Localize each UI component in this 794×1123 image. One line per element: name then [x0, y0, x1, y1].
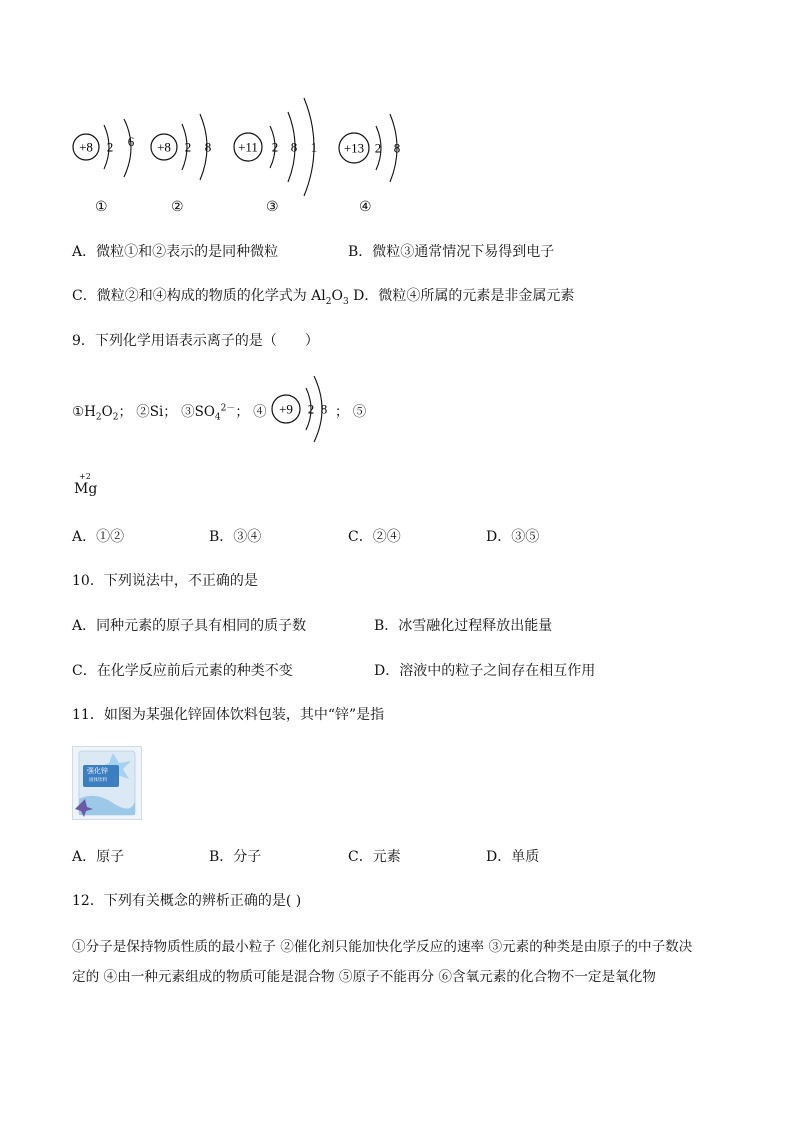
q8-option-a: A．微粒①和②表示的是同种微粒 — [72, 244, 279, 260]
shell-electrons-2: 8 — [204, 139, 212, 155]
item-text: ； ④ — [235, 404, 267, 420]
mg-charge: +2 — [79, 472, 91, 481]
q10-option-a: A．同种元素的原子具有相同的质子数 — [72, 618, 307, 634]
q10-option-b: B．冰雪融化过程释放出能量 — [374, 618, 553, 634]
shell-electrons-2: 8 — [320, 401, 328, 417]
subscript: 4 — [214, 412, 221, 423]
q11-option-a: A．原子 — [72, 849, 125, 865]
q8-option-c-o: O — [331, 288, 343, 304]
zinc-drink-package-image — [72, 746, 142, 820]
nucleus-charge: +8 — [79, 139, 93, 155]
item-text: ； ②Si； ③SO — [118, 404, 215, 420]
superscript: 2－ — [220, 403, 236, 414]
shell-electrons-2: 6 — [127, 134, 135, 149]
subscript: 2 — [112, 412, 119, 423]
q11-option-b: B．分子 — [209, 849, 262, 865]
q9-option-d: D．③⑤ — [486, 529, 540, 545]
nucleus-charge: +8 — [157, 139, 171, 155]
q11-option-d: D．单质 — [486, 849, 540, 865]
item-text: O — [101, 404, 113, 420]
q11-option-c: C．元素 — [348, 849, 401, 865]
subscript: 2 — [325, 296, 332, 307]
q10-option-d: D．溶液中的粒子之间存在相互作用 — [374, 663, 596, 679]
q12-statements-line-2: 定的 ④由一种元素组成的物质可能是混合物 ⑤原子不能再分 ⑥含氧元素的化合物不一定是氧化物 — [72, 969, 656, 985]
q8-option-c — [72, 285, 574, 307]
q9-stem: 9．下列化学用语表示离子的是（ ） — [72, 333, 319, 349]
nucleus-charge: +11 — [238, 139, 258, 155]
q8-option-d: D．微粒④所属的元素是非金属元素 — [348, 288, 575, 304]
q8-option-c-text: C．微粒②和④构成的物质的化学式为 Al — [72, 288, 326, 304]
shell-electrons-1: 2 — [184, 139, 192, 155]
atom-diagram-3 — [230, 96, 330, 200]
subscript: 2 — [95, 412, 102, 423]
subscript: 3 — [342, 296, 349, 307]
q8-option-b: B．微粒③通常情况下易得到电子 — [348, 244, 555, 260]
q10-option-c: C．在化学反应前后元素的种类不变 — [72, 663, 293, 679]
nucleus-charge: +13 — [343, 140, 365, 156]
q12-statements-line-1: ①分子是保持物质性质的最小粒子 ②催化剂只能加快化学反应的速率 ③元素的种类是由原子的中子数决 — [72, 939, 693, 955]
q10-stem: 10．下列说法中，不正确的是 — [72, 573, 258, 589]
shell-electrons-2: 8 — [290, 139, 298, 155]
nucleus-charge: +9 — [279, 401, 293, 417]
package-title: 强化锌 — [87, 767, 108, 775]
diagram-label-2: ② — [171, 199, 184, 215]
q9-option-a: A．①② — [72, 529, 125, 545]
q9-items — [72, 400, 267, 423]
q11-stem: 11．如图为某强化锌固体饮料包装，其中“锌”是指 — [72, 707, 385, 723]
shell-electrons-1: 2 — [307, 401, 315, 417]
diagram-label-1: ① — [95, 199, 108, 215]
mg-symbol: Mg — [74, 481, 98, 497]
package-subtitle: 固体饮料 — [89, 778, 107, 783]
shell-electrons-2: 8 — [393, 140, 401, 156]
diagram-label-3: ③ — [266, 199, 279, 215]
q9-option-b: B．③④ — [209, 529, 262, 545]
shell-electrons-1: 2 — [106, 139, 114, 155]
shell-electrons-1: 2 — [271, 139, 279, 155]
item-text: ①H — [72, 404, 96, 420]
diagram-label-4: ④ — [359, 199, 372, 215]
q9-option-c: C．②④ — [348, 529, 401, 545]
atom-diagram-4 — [336, 110, 416, 190]
q12-stem: 12．下列有关概念的辨析正确的是( ) — [72, 893, 302, 909]
atom-diagram-2 — [146, 110, 226, 185]
shell-electrons-3: 1 — [310, 139, 318, 155]
atom-diagram-1 — [68, 115, 148, 185]
package-art — [73, 747, 141, 819]
q9-item-end: ； ⑤ — [335, 404, 367, 420]
shell-electrons-1: 2 — [374, 140, 382, 156]
